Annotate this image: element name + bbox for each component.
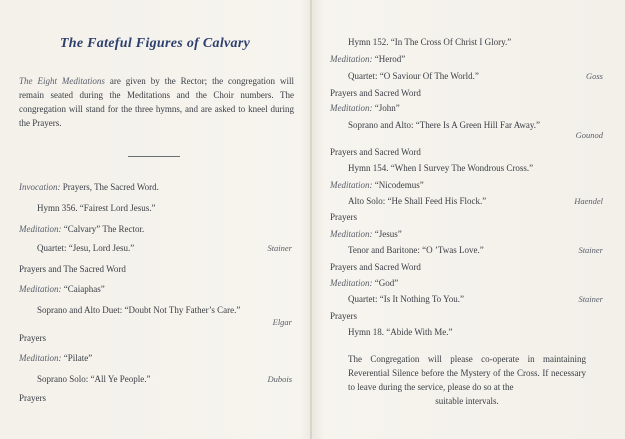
closing-body: The Congregation will please co-operate in maintaining Reverential Silence before the Mystery of the Cross. If necessary to leave during the service, please do so at the [348,354,586,392]
program-line [37,243,134,253]
line-text: Soprano and Alto Duet: “Doubt Not Thy Father’s Care.” [37,305,241,315]
line-text: Prayers and Sacred Word [330,262,421,272]
program-line [348,294,464,304]
program-line [37,203,155,213]
program-line [348,196,486,206]
line-text: “Caiaphas” [61,284,105,294]
program-line [330,88,421,98]
line-text: Quartet: “O Saviour Of The World.” [348,71,479,81]
intro-paragraph [19,74,294,130]
program-line [348,71,479,81]
line-label: Meditation: [330,278,373,288]
composer-name: Haendel [574,196,603,206]
program-line [330,54,405,64]
divider-rule [128,156,180,157]
composer-name: Stainer [578,245,603,255]
line-text: “Herod” [372,54,406,64]
program-line [348,163,533,173]
line-text: Prayers and Sacred Word [330,147,421,157]
line-text: Prayers [330,212,357,222]
program-line [37,305,240,315]
program-line [330,262,421,272]
line-text: Quartet: “Is It Nothing To You.” [348,294,464,304]
program-line [330,229,402,239]
program-line [330,212,357,222]
line-text: Prayers [19,333,46,343]
line-text: Tenor and Baritone: “O ’Twas Love.” [348,245,484,255]
line-label: Meditation: [330,103,373,113]
program-line [330,180,424,190]
program-line [19,284,105,294]
line-text: Prayers [330,311,357,321]
program-line [348,120,540,130]
line-text: Hymn 18. “Abide With Me.” [348,327,453,337]
program-line [19,353,92,363]
line-text: Alto Solo: “He Shall Feed His Flock.” [348,196,487,206]
composer-name: Stainer [267,243,292,253]
program-line [19,264,126,274]
program-line [19,393,46,403]
composer-name: Goss [585,71,603,81]
program-line [348,37,511,47]
line-label: Meditation: [330,229,373,239]
line-text: Prayers, The Sacred Word. [60,182,159,192]
line-text: Quartet: “Jesu, Lord Jesu.” [37,243,135,253]
intro-lead: The Eight Meditations [19,76,105,86]
left-page [0,0,310,439]
intro-text: are given by the Rector; the congregation will remain seated during the Meditations and the Choir numbers. The congregation will stand for the three hymns, and are asked to kneel during the Prayers. [19,76,294,128]
composer-name: Elgar [272,317,292,327]
program-title: The Fateful Figures of Calvary [59,36,251,51]
program-line [348,327,452,337]
line-text: Prayers and The Sacred Word [19,264,126,274]
line-label: Meditation: [19,353,62,363]
line-label: Meditation: [330,54,373,64]
line-text: Prayers and Sacred Word [330,88,421,98]
line-label: Meditation: [330,180,373,190]
closing-note [348,352,586,408]
program-line [19,182,159,192]
line-text: “Pilate” [61,353,93,363]
line-text: Prayers [19,393,46,403]
composer-name: Dubois [267,374,292,384]
line-label: Invocation: [19,182,61,192]
program-line [37,374,151,384]
composer-name: Gounod [575,130,603,140]
line-text: Hymn 356. “Fairest Lord Jesus.” [37,203,156,213]
line-text: “John” [372,103,400,113]
program-line [330,278,398,288]
line-text: Hymn 152. “In The Cross Of Christ I Glory.” [348,37,512,47]
line-text: “Nicodemus” [372,180,424,190]
line-label: Meditation: [19,224,62,234]
program-line [19,224,144,234]
program-line [330,147,421,157]
line-text: Soprano Solo: “All Ye People.” [37,374,151,384]
line-text: “Jesus” [372,229,402,239]
closing-last-line: suitable intervals. [435,396,499,406]
program-line [330,311,357,321]
line-text: “Calvary” The Rector. [61,224,145,234]
program-line [348,245,484,255]
program-line [330,103,400,113]
line-text: Hymn 154. “When I Survey The Wondrous Cross.” [348,163,534,173]
program-line [19,333,46,343]
composer-name: Stainer [578,294,603,304]
line-label: Meditation: [19,284,62,294]
line-text: Soprano and Alto: “There Is A Green Hill Far Away.” [348,120,541,130]
line-text: “God” [372,278,399,288]
